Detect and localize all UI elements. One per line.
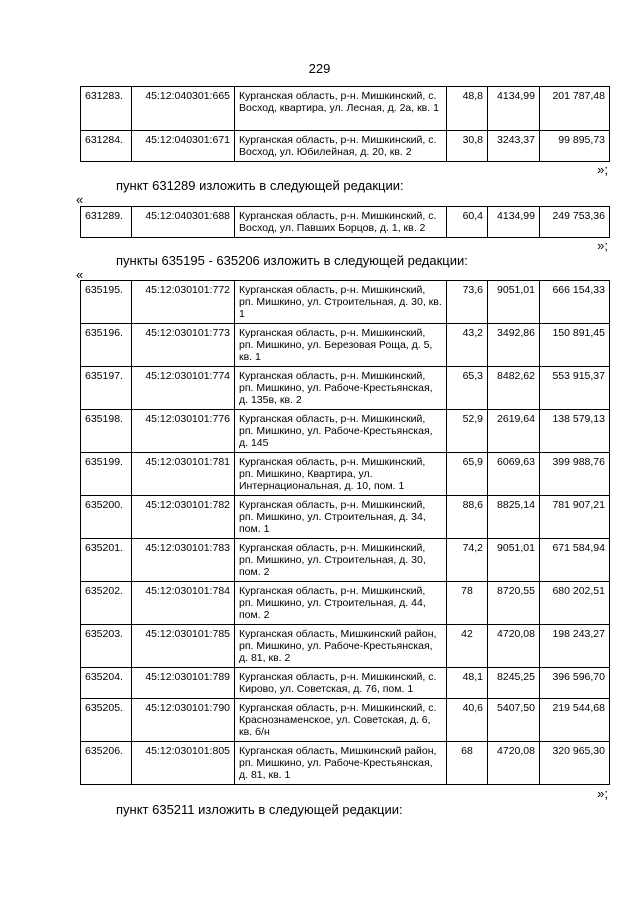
- unit-price-cell: 8245,25: [488, 668, 540, 699]
- unit-price-cell: 2619,64: [488, 410, 540, 453]
- unit-price-cell: 4720,08: [488, 742, 540, 785]
- cadastral-number-cell: 45:12:040301:688: [132, 207, 235, 238]
- row-number-cell: 635202.: [81, 582, 132, 625]
- unit-price-cell: 4134,99: [488, 207, 540, 238]
- table-row: [81, 281, 610, 324]
- area-cell: 42: [447, 625, 488, 668]
- cadastral-cost-cell: 99 895,73: [540, 131, 610, 162]
- area-cell: 65,3: [447, 367, 488, 410]
- area-cell: 73,6: [447, 281, 488, 324]
- cadastral-number-cell: 45:12:030101:776: [132, 410, 235, 453]
- cadastral-number-cell: 45:12:030101:772: [132, 281, 235, 324]
- opening-quote-1: «: [76, 192, 84, 207]
- table-row: [81, 410, 610, 453]
- row-number-cell: 635198.: [81, 410, 132, 453]
- cadastral-number-cell: 45:12:030101:783: [132, 539, 235, 582]
- unit-price-cell: 9051,01: [488, 281, 540, 324]
- unit-price-cell: 3492,86: [488, 324, 540, 367]
- table-row: [81, 668, 610, 699]
- address-cell: Курганская область, р-н. Мишкинский, с. Восход, ул. Павших Борцов, д. 1, кв. 2: [235, 207, 447, 238]
- table-row: [81, 367, 610, 410]
- cadastral-number-cell: 45:12:030101:805: [132, 742, 235, 785]
- address-cell: Курганская область, р-н. Мишкинский, рп. Мишкино, ул. Строительная, д. 30, кв. 1: [235, 281, 447, 324]
- row-number-cell: 635204.: [81, 668, 132, 699]
- row-number-cell: 631284.: [81, 131, 132, 162]
- table-row: [81, 496, 610, 539]
- address-cell: Курганская область, р-н. Мишкинский, рп. Мишкино, Квартира, ул. Интернациональная, д. 10, пом. 1: [235, 453, 447, 496]
- cadastral-number-cell: 45:12:040301:671: [132, 131, 235, 162]
- table-row: [81, 625, 610, 668]
- unit-price-cell: 3243,37: [488, 131, 540, 162]
- closing-quote-3: »;: [597, 786, 608, 801]
- cadastral-cost-cell: 320 965,30: [540, 742, 610, 785]
- row-number-cell: 635195.: [81, 281, 132, 324]
- unit-price-cell: 8482,62: [488, 367, 540, 410]
- table-row: [81, 742, 610, 785]
- row-number-cell: 635203.: [81, 625, 132, 668]
- row-number-cell: 635206.: [81, 742, 132, 785]
- table-row: [81, 131, 610, 162]
- registry-table-3: [80, 280, 610, 785]
- closing-quote-1: »;: [597, 162, 608, 177]
- area-cell: 48,8: [447, 87, 488, 131]
- area-cell: 88,6: [447, 496, 488, 539]
- closing-quote-2: »;: [597, 238, 608, 253]
- address-cell: Курганская область, р-н. Мишкинский, рп. Мишкино, ул. Березовая Роща, д. 5, кв. 1: [235, 324, 447, 367]
- cadastral-cost-cell: 249 753,36: [540, 207, 610, 238]
- row-number-cell: 635197.: [81, 367, 132, 410]
- area-cell: 60,4: [447, 207, 488, 238]
- cadastral-cost-cell: 399 988,76: [540, 453, 610, 496]
- instruction-paragraph-1: пункт 631289 изложить в следующей редакции:: [116, 178, 404, 193]
- instruction-paragraph-2: пункты 635195 - 635206 изложить в следующей редакции:: [116, 253, 468, 268]
- cadastral-cost-cell: 201 787,48: [540, 87, 610, 131]
- address-cell: Курганская область, р-н. Мишкинский, с. Кирово, ул. Советская, д. 76, пом. 1: [235, 668, 447, 699]
- cadastral-cost-cell: 150 891,45: [540, 324, 610, 367]
- cadastral-cost-cell: 680 202,51: [540, 582, 610, 625]
- cadastral-number-cell: 45:12:030101:773: [132, 324, 235, 367]
- cadastral-number-cell: 45:12:030101:784: [132, 582, 235, 625]
- table-row: [81, 324, 610, 367]
- address-cell: Курганская область, р-н. Мишкинский, рп. Мишкино, ул. Строительная, д. 30, пом. 2: [235, 539, 447, 582]
- table-row: [81, 87, 610, 131]
- cadastral-number-cell: 45:12:030101:785: [132, 625, 235, 668]
- cadastral-cost-cell: 671 584,94: [540, 539, 610, 582]
- area-cell: 40,6: [447, 699, 488, 742]
- page-number: 229: [308, 61, 331, 76]
- cadastral-number-cell: 45:12:030101:774: [132, 367, 235, 410]
- row-number-cell: 635201.: [81, 539, 132, 582]
- row-number-cell: 635196.: [81, 324, 132, 367]
- area-cell: 48,1: [447, 668, 488, 699]
- instruction-paragraph-3: пункт 635211 изложить в следующей редакции:: [116, 802, 403, 817]
- registry-table-1: [80, 86, 610, 162]
- table-row: [81, 699, 610, 742]
- unit-price-cell: 4720,08: [488, 625, 540, 668]
- cadastral-number-cell: 45:12:040301:665: [132, 87, 235, 131]
- row-number-cell: 635200.: [81, 496, 132, 539]
- address-cell: Курганская область, Мишкинский район, рп. Мишкино, ул. Рабоче-Крестьянская, д. 81, кв. 1: [235, 742, 447, 785]
- area-cell: 65,9: [447, 453, 488, 496]
- area-cell: 52,9: [447, 410, 488, 453]
- table-row: [81, 539, 610, 582]
- cadastral-cost-cell: 396 596,70: [540, 668, 610, 699]
- area-cell: 68: [447, 742, 488, 785]
- area-cell: 43,2: [447, 324, 488, 367]
- address-cell: Курганская область, р-н. Мишкинский, рп. Мишкино, ул. Строительная, д. 34, пом. 1: [235, 496, 447, 539]
- cadastral-number-cell: 45:12:030101:782: [132, 496, 235, 539]
- unit-price-cell: 5407,50: [488, 699, 540, 742]
- unit-price-cell: 9051,01: [488, 539, 540, 582]
- unit-price-cell: 6069,63: [488, 453, 540, 496]
- cadastral-cost-cell: 198 243,27: [540, 625, 610, 668]
- row-number-cell: 635205.: [81, 699, 132, 742]
- cadastral-cost-cell: 666 154,33: [540, 281, 610, 324]
- address-cell: Курганская область, р-н. Мишкинский, рп. Мишкино, ул. Строительная, д. 44, пом. 2: [235, 582, 447, 625]
- unit-price-cell: 8720,55: [488, 582, 540, 625]
- area-cell: 78: [447, 582, 488, 625]
- unit-price-cell: 8825,14: [488, 496, 540, 539]
- address-cell: Курганская область, р-н. Мишкинский, с. Восход, квартира, ул. Лесная, д. 2а, кв. 1: [235, 87, 447, 131]
- address-cell: Курганская область, р-н. Мишкинский, рп. Мишкино, ул. Рабоче-Крестьянская, д. 145: [235, 410, 447, 453]
- table-row: [81, 453, 610, 496]
- cadastral-cost-cell: 138 579,13: [540, 410, 610, 453]
- cadastral-cost-cell: 219 544,68: [540, 699, 610, 742]
- opening-quote-2: «: [76, 267, 84, 282]
- address-cell: Курганская область, р-н. Мишкинский, с. Восход, ул. Юбилейная, д. 20, кв. 2: [235, 131, 447, 162]
- row-number-cell: 631289.: [81, 207, 132, 238]
- area-cell: 30,8: [447, 131, 488, 162]
- cadastral-cost-cell: 781 907,21: [540, 496, 610, 539]
- address-cell: Курганская область, р-н. Мишкинский, с. Краснознаменское, ул. Советская, д. 6, кв. б/н: [235, 699, 447, 742]
- unit-price-cell: 4134,99: [488, 87, 540, 131]
- table-row: [81, 207, 610, 238]
- area-cell: 74,2: [447, 539, 488, 582]
- table-row: [81, 582, 610, 625]
- row-number-cell: 631283.: [81, 87, 132, 131]
- address-cell: Курганская область, р-н. Мишкинский, рп. Мишкино, ул. Рабоче-Крестьянская, д. 135в, кв. 2: [235, 367, 447, 410]
- cadastral-number-cell: 45:12:030101:781: [132, 453, 235, 496]
- row-number-cell: 635199.: [81, 453, 132, 496]
- registry-table-2: [80, 206, 610, 238]
- cadastral-number-cell: 45:12:030101:790: [132, 699, 235, 742]
- cadastral-cost-cell: 553 915,37: [540, 367, 610, 410]
- cadastral-number-cell: 45:12:030101:789: [132, 668, 235, 699]
- address-cell: Курганская область, Мишкинский район, рп. Мишкино, ул. Рабоче-Крестьянская, д. 81, кв. 2: [235, 625, 447, 668]
